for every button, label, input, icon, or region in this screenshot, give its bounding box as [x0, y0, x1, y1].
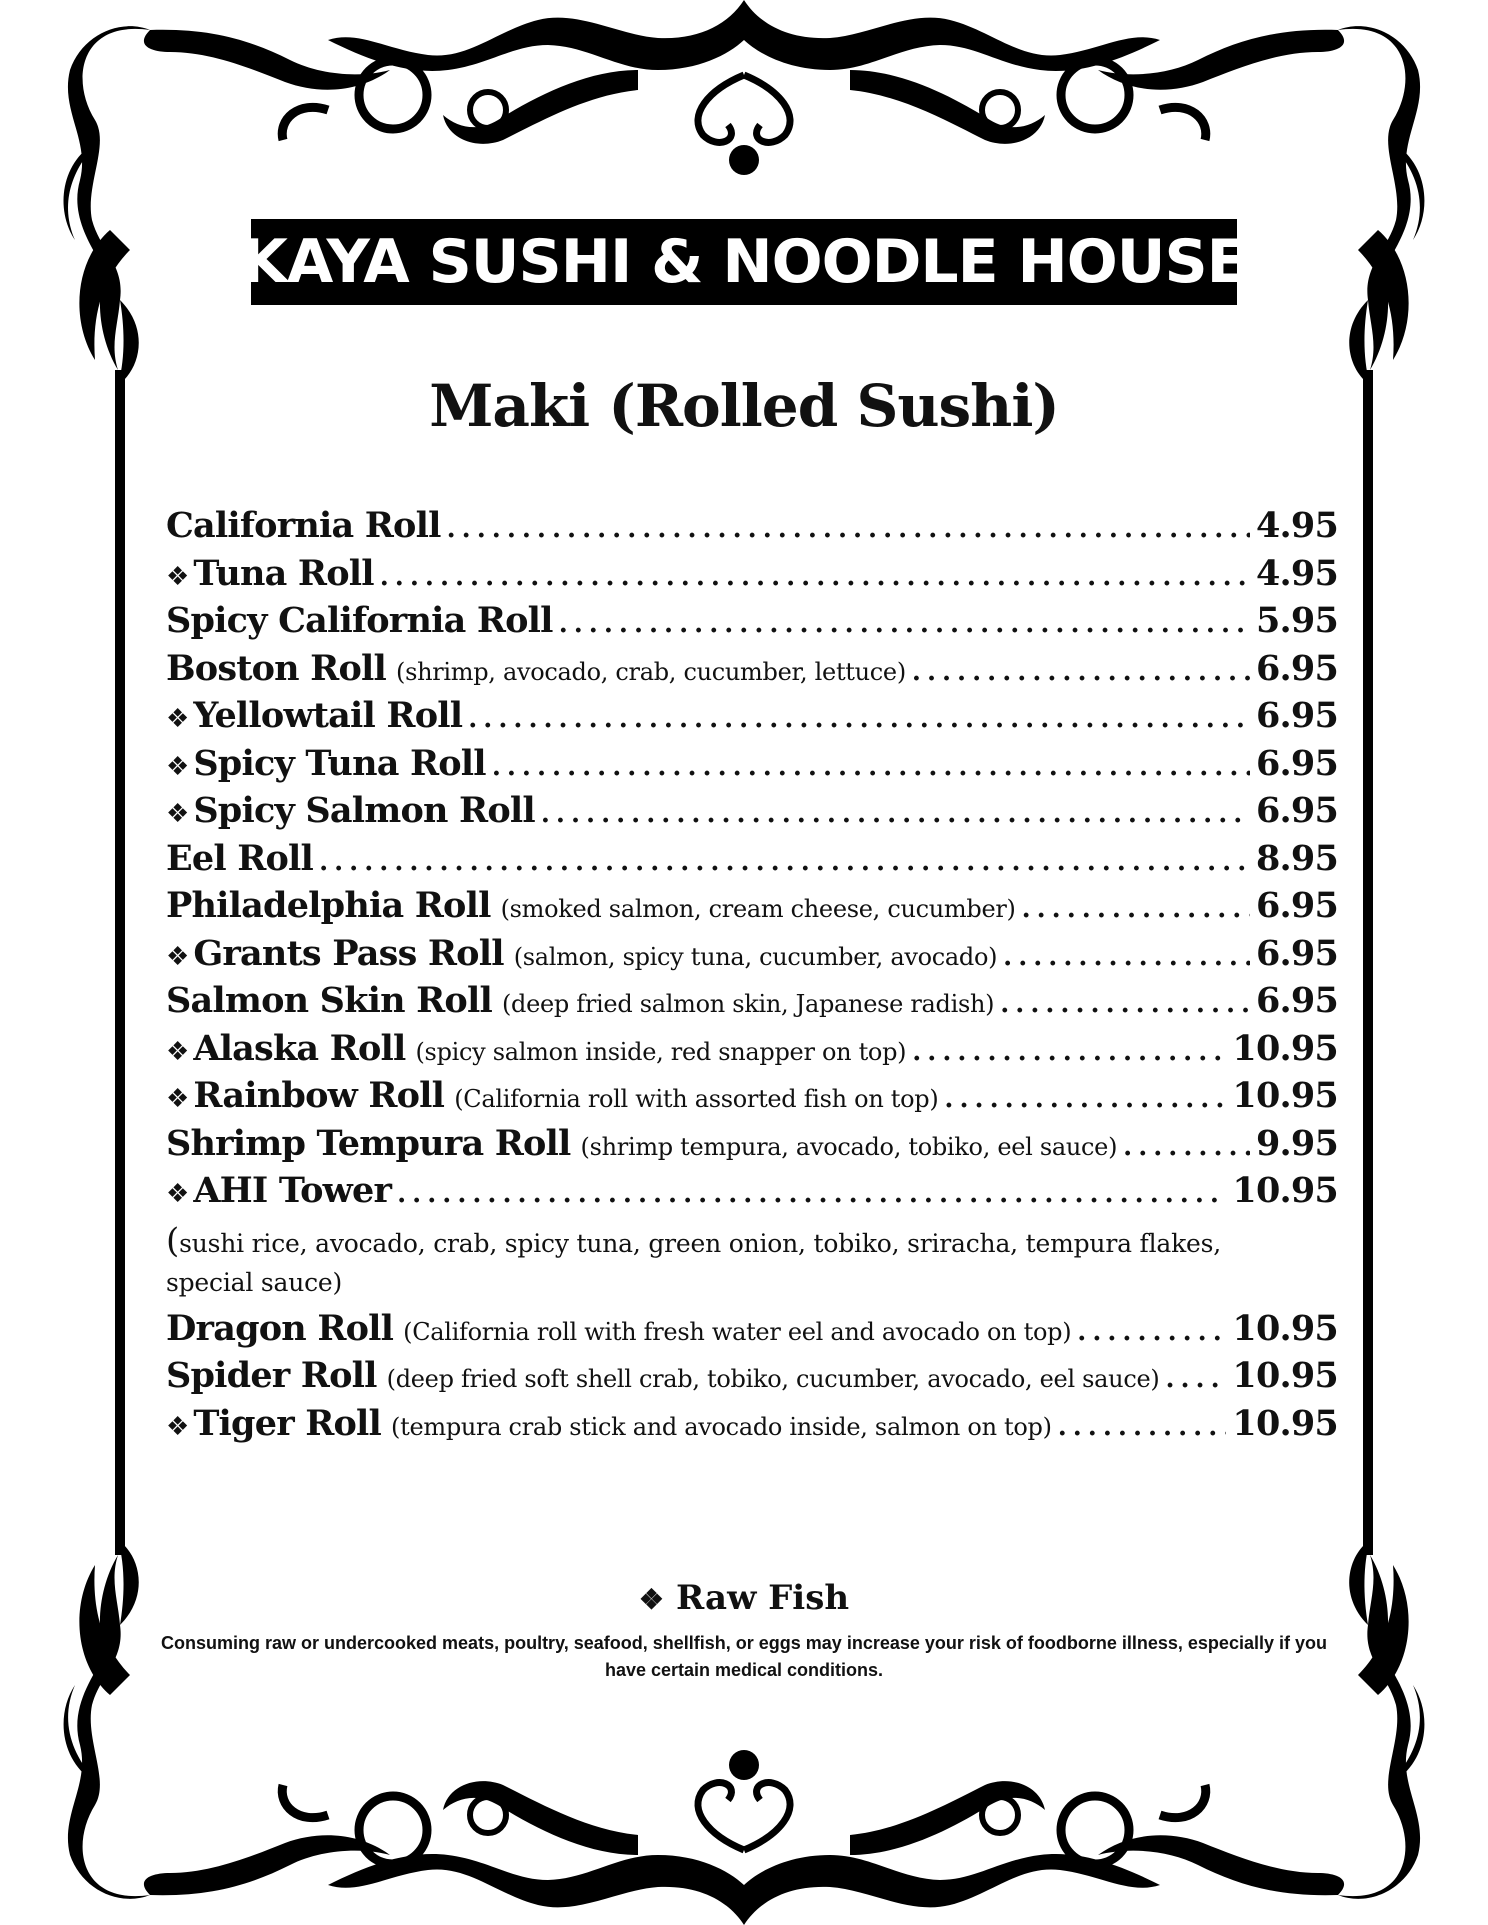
menu-item-description: (California roll with fresh water eel and avocado on top)	[403, 1317, 1072, 1346]
dot-leader	[944, 1084, 1226, 1114]
dot-leader	[1003, 942, 1250, 972]
dot-leader	[559, 609, 1250, 639]
menu-item-name: Boston Roll	[166, 647, 386, 689]
dot-leader	[380, 562, 1250, 592]
raw-fish-legend	[0, 1578, 1488, 1618]
menu-item-price: 6.95	[1255, 980, 1338, 1021]
menu-item-price: 10.95	[1232, 1170, 1338, 1211]
dot-leader	[912, 657, 1250, 687]
menu-item	[166, 980, 1338, 1028]
menu-item	[166, 1075, 1338, 1123]
menu-item-name: Spicy Tuna Roll	[193, 742, 486, 784]
menu-item-price: 10.95	[1232, 1307, 1338, 1349]
menu-item-price: 6.95	[1255, 647, 1338, 689]
dot-leader	[468, 704, 1250, 734]
diamond-cluster-icon: ❖	[166, 704, 190, 734]
menu-item-name: Grants Pass Roll	[193, 932, 504, 974]
menu-item-name: Rainbow Roll	[193, 1075, 445, 1116]
menu-item-price: 10.95	[1232, 1027, 1338, 1069]
menu-item-name: Spicy California Roll	[166, 600, 553, 641]
diamond-cluster-icon: ❖	[638, 1583, 664, 1616]
menu-item-price: 6.95	[1255, 790, 1338, 831]
menu-item-price: 10.95	[1232, 1075, 1338, 1116]
menu-item	[166, 838, 1338, 886]
menu-item	[166, 1170, 1338, 1218]
dot-leader	[1022, 894, 1250, 924]
diamond-cluster-icon: ❖	[166, 941, 190, 972]
menu-item-description: (shrimp, avocado, crab, cucumber, lettuce)	[396, 657, 906, 686]
diamond-cluster-icon: ❖	[166, 561, 190, 592]
dot-leader	[397, 1179, 1226, 1209]
menu-item	[166, 1403, 1338, 1451]
menu-item-price: 10.95	[1232, 1402, 1338, 1444]
dot-leader	[1077, 1317, 1226, 1347]
menu-item-name: Yellowtail Roll	[193, 695, 463, 736]
menu-item-name: Philadelphia Roll	[166, 885, 491, 926]
menu-item	[166, 1028, 1338, 1076]
menu-item-name: Eel Roll	[166, 837, 314, 879]
menu-item-name: Salmon Skin Roll	[166, 980, 492, 1021]
open-paren: (	[166, 1220, 180, 1261]
raw-fish-label: Raw Fish	[676, 1578, 850, 1618]
menu-item-price: 6.95	[1255, 695, 1338, 736]
ahi-tower-description	[166, 1222, 1306, 1302]
diamond-cluster-icon: ❖	[166, 1084, 190, 1114]
diamond-cluster-icon: ❖	[166, 1411, 190, 1442]
menu-item	[166, 790, 1338, 838]
menu-item	[166, 648, 1338, 696]
menu-item-description: (spicy salmon inside, red snapper on top)	[415, 1037, 907, 1066]
menu-item-description: (deep fried salmon skin, Japanese radish)	[501, 990, 995, 1018]
menu-item	[166, 600, 1338, 648]
diamond-cluster-icon: ❖	[166, 1036, 190, 1067]
menu-item-name: California Roll	[166, 505, 441, 546]
menu-item-description: (tempura crab stick and avocado inside, salmon on top)	[391, 1412, 1052, 1441]
menu-item-price: 10.95	[1232, 1355, 1338, 1396]
menu-item	[166, 553, 1338, 601]
dot-leader	[912, 1037, 1226, 1067]
diamond-cluster-icon: ❖	[166, 799, 190, 829]
menu-item	[166, 885, 1338, 933]
menu-item-price: 4.95	[1255, 505, 1338, 546]
menu-item	[166, 743, 1338, 791]
menu-item-description: (shrimp tempura, avocado, tobiko, eel sauce)	[580, 1132, 1118, 1161]
menu-item	[166, 933, 1338, 981]
menu-item-name: Tiger Roll	[193, 1402, 382, 1444]
menu-item-description: (smoked salmon, cream cheese, cucumber)	[500, 895, 1016, 923]
menu-item-price: 4.95	[1255, 552, 1338, 594]
menu-item	[166, 695, 1338, 743]
dot-leader	[1058, 1412, 1227, 1442]
diamond-cluster-icon: ❖	[166, 751, 190, 782]
menu-item	[166, 505, 1338, 553]
restaurant-name: KAYA SUSHI & NOODLE HOUSE	[251, 219, 1237, 305]
dot-leader	[1000, 989, 1250, 1019]
menu-item-name: Spicy Salmon Roll	[193, 790, 535, 831]
menu-item-name: Spider Roll	[166, 1355, 377, 1396]
menu-item-price: 9.95	[1255, 1122, 1338, 1164]
diamond-cluster-icon: ❖	[166, 1179, 190, 1209]
foodborne-illness-warning: Consuming raw or undercooked meats, poultry, seafood, shellfish, or eggs may increase your risk of foodborne illness, especially if you have certain medical conditions.	[161, 1633, 1327, 1680]
menu-item	[166, 1123, 1338, 1171]
ahi-tower-ingredients: sushi rice, avocado, crab, spicy tuna, green onion, tobiko, sriracha, tempura flakes, special sauce)	[166, 1228, 1221, 1297]
menu-item-description: (deep fried soft shell crab, tobiko, cucumber, avocado, eel sauce)	[386, 1365, 1160, 1393]
menu-item-name: Alaska Roll	[193, 1027, 406, 1069]
menu-item	[166, 1355, 1338, 1403]
dot-leader	[541, 799, 1250, 829]
menu-item-name: AHI Tower	[193, 1170, 392, 1211]
menu-item	[166, 1308, 1338, 1356]
menu-item-name: Tuna Roll	[193, 552, 374, 594]
menu-item-description: (California roll with assorted fish on top)	[454, 1085, 939, 1113]
dot-leader	[447, 514, 1250, 544]
menu-item-price: 6.95	[1255, 885, 1338, 926]
menu-item-name: Shrimp Tempura Roll	[166, 1122, 571, 1164]
dot-leader	[492, 752, 1250, 782]
dot-leader	[319, 847, 1250, 877]
dot-leader	[1123, 1132, 1250, 1162]
menu-item-price: 5.95	[1255, 600, 1338, 641]
menu-item-price: 8.95	[1255, 837, 1338, 879]
menu-item-description: (salmon, spicy tuna, cucumber, avocado)	[513, 942, 998, 971]
menu-item-price: 6.95	[1255, 742, 1338, 784]
menu-item-name: Dragon Roll	[166, 1307, 394, 1349]
menu-item-price: 6.95	[1255, 932, 1338, 974]
section-title: Maki (Rolled Sushi)	[429, 372, 1059, 440]
dot-leader	[1165, 1364, 1226, 1394]
menu-list	[166, 505, 1338, 1450]
